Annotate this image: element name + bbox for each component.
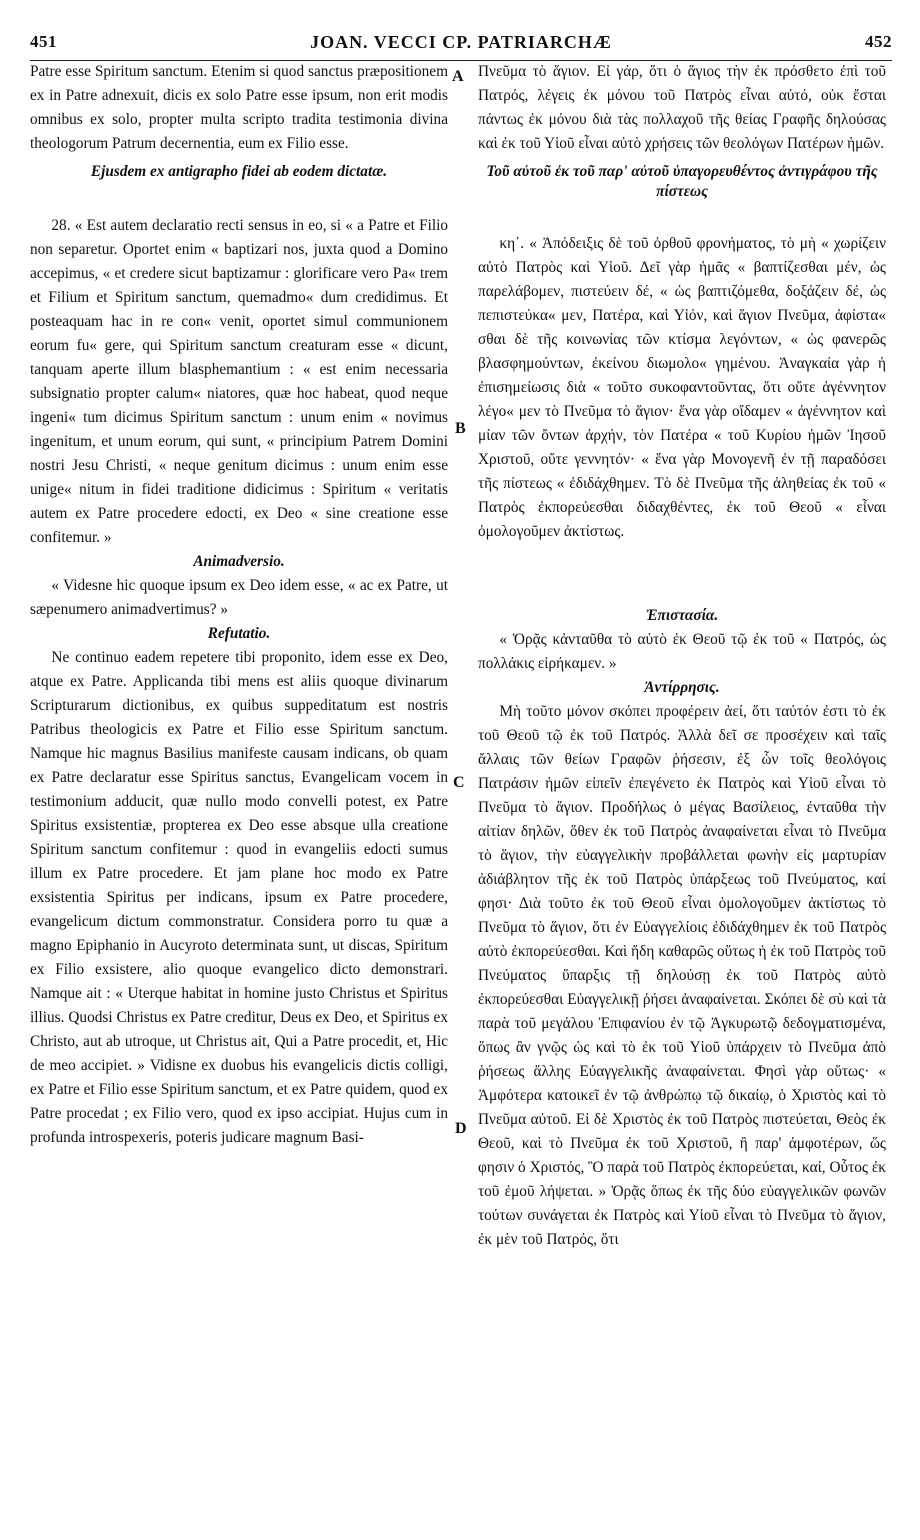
greek-column <box>478 60 886 1252</box>
margin-letter-a: A <box>452 68 464 85</box>
page-number-right: 452 <box>865 32 892 51</box>
greek-heading-tou-autou: Τοῦ αὐτοῦ ἐκ τοῦ παρ' αὐτοῦ ὑπαγορευθέντος ἀντιγράφου τῆς πίστεως <box>486 163 878 200</box>
margin-letter-b: B <box>455 420 466 437</box>
latin-paragraph-28: 28. « Est autem declaratio recti sensus in eo, si « a Patre et Filio non separetur. Oportet enim « baptizari nos, juxta quod a Domino accepimus, « et credere sicut baptizamur : glorificare vero Pa« trem et Filium et Spiritum sanctum, quemadmo« dum credidimus. Et posteaquam hac in re con« venit, oportet simul communionem eorum fu« gere, qui Spiritum sanctum creaturam esse « dicunt, tanquam aperte illum blasphemantium : « est enim necessaria subsignatio propter calum« niatores, quæ hoc habeat, quod neque ingeni« tum dicimus Spiritum sanctum : unum enim « novimus ingenitum, et unum eorum, qui sunt, « principium Patrem Domini nostri Jesu Christi, « neque genitum dicimus : unum enim esse unige« nitum in fidei traditione didicimus : Spiritum « veritatis autem ex Patre procedere edocti, ex Deo « sine creatione esse confitemur. » <box>30 217 448 546</box>
latin-column <box>30 60 448 1150</box>
latin-heading-ejusdem: Ejusdem ex antigrapho fidei ab eodem dictatæ. <box>90 163 388 180</box>
latin-paragraph-videsne: « Videsne hic quoque ipsum ex Deo idem esse, « ac ex Patre, ut sæpenumero animadvertimus? » <box>30 577 448 618</box>
margin-letter-c: C <box>453 774 465 791</box>
latin-heading-animadversio: Animadversio. <box>193 553 285 570</box>
latin-paragraph-1: Patre esse Spiritum sanctum. Etenim si quod sanctus præpositionem ex in Patre adnexuit, dicis ex solo Patre esse ipsum, non erit modis omnibus ex solo, propter multa scripto tradita testimonia divina theologorum Patrum decernentia, eum ex Filio esse. <box>30 63 448 152</box>
greek-heading-epistasia: Ἐπιστασία. <box>645 607 719 624</box>
running-header <box>30 32 892 61</box>
greek-paragraph-antirrhesis: Μὴ τοῦτο μόνον σκόπει προφέρειν ἀεί, ὅτι ταὐτόν ἐστι τὸ ἐκ τοῦ Θεοῦ τῷ ἐκ τοῦ Πατρός. Ἀλλὰ δεῖ σε προσέχειν καὶ ταῖς ἄλλαις τῶν θείων Γραφῶν ῥήσεσιν, ἐξ ὧν τοῖς θεολόγοις Πατράσιν ἡμῶν εἰπεῖν ἐπεγένετο ἐκ Πατρὸς καὶ Υἱοῦ εἶναι τὸ Πνεῦμα τὸ ἅγιον. Προδήλως ὁ μέγας Βασίλειος, ἐνταῦθα τὴν αἰτίαν δηλῶν, ὅθεν ἐκ τοῦ Πατρὸς ἀναφαίνεται εἶναι τὸ Πνεῦμα τὸ ἅγιον, τὴν εὐαγγελικὴν προβάλλεται φωνὴν εἰς μαρτυρίαν ἀδιάβλητον τῆς ἐκ τοῦ Πατρὸς ὑπάρξεως τοῦ Πνεύματος, καί φησι· Διὰ τοῦτο ἐκ τοῦ Θεοῦ εἶναι ὁμολογοῦμεν ἀκτίστως τὸ Πνεῦμα τὸ ἅγιον, ὅτι ἐν Εὐαγγελίοις ἐδιδάχθημεν ἐκ τοῦ Πατρὸς αὐτὸ ἐκπορεύεσθαι. Καὶ ἤδη καθαρῶς οὕτως ἡ ἐκ τοῦ Πατρὸς τοῦ Πνεύματος ὕπαρξις τῇ δηλούσῃ ἐκ τοῦ Πατρὸς αὐτὸ ἐκπορεύεσθαι Εὐαγγελικῇ ῥήσει ἀναφαίνεται. Σκόπει δὲ σὺ καὶ τὰ παρὰ τοῦ μεγάλου Ἐπιφανίου ἐν τῷ Ἀγκυρωτῷ δεδογματισμένα, ὅπως ἂν γνῷς ὡς καὶ τὸ ἐκ τοῦ Υἱοῦ ὑπάρχειν τὸ Πνεῦμα ἀπὸ ῥήσεως ἄλλης Εὐαγγελικῆς ἀναφαίνεται. Φησὶ γὰρ οὕτως· « Ἀμφότερα κατοικεῖ ἐν τῷ ἀνθρώπῳ τῷ δικαίῳ, ὁ Χριστὸς καὶ τὸ Πνεῦμα αὐτοῦ. Εἰ δὲ Χριστὸς ἐκ τοῦ Πατρὸς πιστεύεται, Θεὸς ἐκ Θεοῦ, καὶ τὸ Πνεῦμα ἐκ τοῦ Χριστοῦ, ἢ παρ' ἀμφοτέρων, ὥς φησιν ὁ Χριστός, Ὃ παρὰ τοῦ Πατρὸς ἐκπορεύεται, καί, Οὗτος ἐκ τοῦ ἐμοῦ λήψεται. » Ὁρᾷς ὅπως ἐκ τῆς δύο εὐαγγελικῶν φωνῶν τούτων συνάγεται ἐκ Πατρὸς καὶ Υἱοῦ εἶναι τὸ Πνεῦμα τὸ ἅγιον, ἐκ μὲν τοῦ Πατρός, ὅτι <box>478 703 886 1248</box>
latin-heading-refutatio: Refutatio. <box>207 625 271 642</box>
running-title: JOAN. VECCI CP. PATRIARCHÆ <box>310 32 612 52</box>
latin-paragraph-refutatio: Ne continuo eadem repetere tibi proponito, idem esse ex Deo, atque ex Patre. Applicanda tibi mens est aliis quoque divinarum Scripturarum dictionibus, ex quibus suppeditatum est nostris Patribus theologicis ex Patre et Filio esse Spiritum sanctum. Namque hic magnus Basilius manifeste causam indicans, ob quam ex Patre declaratur esse Spiritus sanctus, Evangelicam vocem in testimonium adducit, quæ nullo modo convelli potest, ex Patre Spiritus exsistentiæ, propterea ex Deo esse absque ulla creatione Spiritum sanctum confitemur : quod in evangeliis edocti sumus illum ex Patre procedere. Et jam plane hoc modo ex Patre exsistentia Spiritus per indicans, ipsum ex Patre procedere, evangelicum dictum commonstratur. Considera porro tu quæ a magno Epiphanio in Aucyroto determinata sunt, ut discas, Spiritum ex Filio exsistere, alio quoque evangelico dicto demonstrari. Namque ait : « Uterque habitat in homine justo Christus et Spiritus illius. Quodsi Christus ex Patre creditur, Deus ex Deo, et Spiritus ex Christo, aut ab utroque, ut Christus ait, Qui a Patre procedit, et, Hic de meo accipiet. » Vidisne ex duobus his evangelicis dictis colligi, ex Patre et Filio esse Spiritum sanctum, et ex Patre quidem, quod ex Patre procedat ; ex Filio vero, quod ex ipso accipiat. Hujus cum in profunda introspexeris, poteris judicare magnum Basi- <box>30 649 448 1146</box>
margin-letter-d: D <box>455 1120 467 1137</box>
greek-paragraph-horas: « Ὁρᾷς κἀνταῦθα τὸ αὐτὸ ἐκ Θεοῦ τῷ ἐκ τοῦ « Πατρός, ὡς πολλάκις εἰρήκαμεν. » <box>478 631 886 672</box>
greek-paragraph-kh: κη΄. « Ἀπόδειξις δὲ τοῦ ὀρθοῦ φρονήματος, τὸ μὴ « χωρίζειν αὐτὸ Πατρὸς καὶ Υἱοῦ. Δεῖ γὰρ ἡμᾶς « βαπτίζεσθαι μέν, ὡς παρελάβομεν, πιστεύειν δέ, « ὡς βαπτιζόμεθα, δοξάζειν δέ, ὡς πεπιστεύκα« μεν, Πατέρα, καὶ Υἱόν, καὶ ἅγιον Πνεῦμα, ἀφίστα« σθαι δὲ τῆς κοινωνίας τῶν κτίσμα λεγόντων, « ὡς φανερῶς βλασφημούντων, ἐκείνου διωμολο« γημένου. Ἀναγκαία γὰρ ἡ ἐπισημείωσις διὰ « τοῦτο συκοφαντοῦντας, ὅτι οὔτε ἀγέννητον λέγο« μεν τὸ Πνεῦμα τὸ ἅγιον· ἕνα γὰρ οἴδαμεν « ἀγέννητον καὶ μίαν τῶν ὄντων ἀρχήν, τὸν Πατέρα « τοῦ Κυρίου ἡμῶν Ἰησοῦ Χριστοῦ, οὔτε γεννητόν· « ἕνα γὰρ Μονογενῆ ἐν τῇ παραδόσει τῆς πίστεως « ἐδιδάχθημεν. Τὸ δὲ Πνεῦμα τῆς ἀληθείας ἐκ τοῦ « Πατρὸς ἐκπορεύεσθαι διδαχθέντες, ἐκ τοῦ Θεοῦ « εἶναι ὁμολογοῦμεν ἀκτίστως. <box>478 235 886 540</box>
greek-paragraph-1: Πνεῦμα τὸ ἅγιον. Εἰ γάρ, ὅτι ὁ ἅγιος τὴν ἐκ πρόσθετο ἐπὶ τοῦ Πατρός, λέγεις ἐκ μόνου τοῦ Πατρὸς εἶναι αὐτό, οὐκ ἔσται πάντως ἐκ μόνου διὰ τὰς πολλαχοῦ τῆς θείας Γραφῆς δηλούσας καὶ ἐκ τοῦ Υἱοῦ εἶναι αὐτὸ χρήσεις τῶν θεολόγων Πατέρων ἡμῶν. <box>478 63 886 152</box>
greek-heading-antirrhesis: Ἀντίρρησις. <box>644 679 720 696</box>
page-number-left: 451 <box>30 32 57 51</box>
